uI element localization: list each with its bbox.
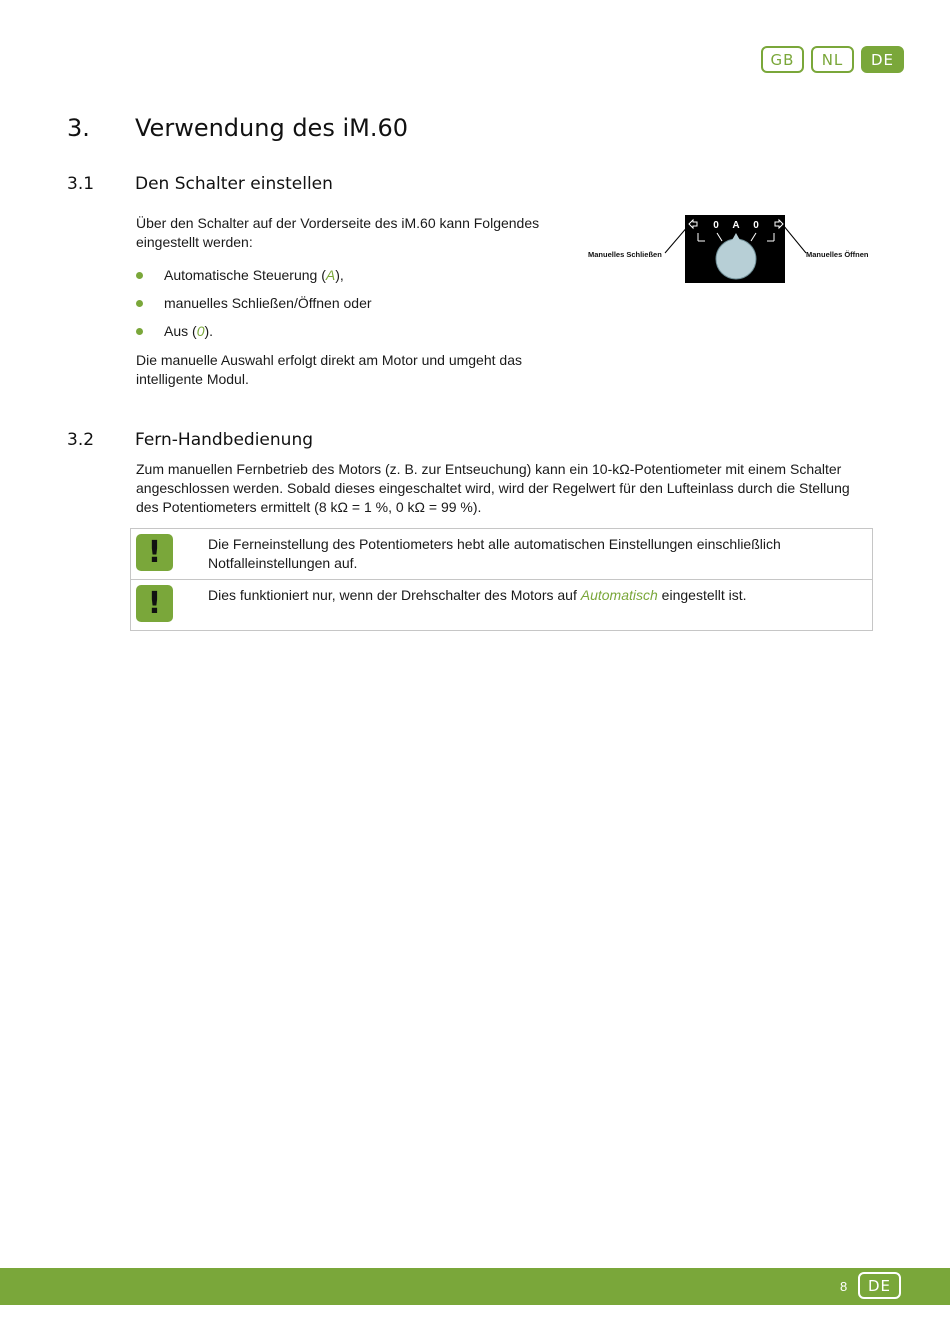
notes-table [130,528,873,631]
language-tabs [761,46,904,73]
list-item-text: Automatische Steuerung ( [164,267,326,283]
switch-options-list [136,266,556,350]
bullet-icon [136,272,143,279]
chapter-heading [67,114,408,142]
footer-language-badge: DE [858,1272,901,1299]
tab-de[interactable]: DE [861,46,904,73]
chapter-number: 3. [67,114,90,142]
section-title: Den Schalter einstellen [135,174,333,194]
position-label-off-right: 0 [753,220,759,231]
note-row [131,580,872,630]
bullet-icon [136,300,143,307]
list-item-text: Aus ( [164,323,197,339]
label-manual-open: Manuelles Öffnen [806,250,869,259]
manual-selection-paragraph: Die manuelle Auswahl erfolgt direkt am Motor und umgeht das intelligente Modul. [136,352,522,387]
bullet-icon [136,328,143,335]
intro-paragraph: Über den Schalter auf der Vorderseite des iM.60 kann Folgendes eingestellt werden: [136,215,540,250]
note-text: Die Ferneinstellung des Potentiometers hebt alle automatischen Einstellungen einschließlich Notfalleinstellungen auf. [208,536,781,571]
section-heading-3-1 [67,174,333,194]
page-number: 8 [840,1279,848,1294]
list-item-text: ). [204,323,214,339]
list-item [136,294,556,322]
tab-nl[interactable]: NL [811,46,854,73]
warning-icon: ! [136,585,173,622]
position-label-auto: A [732,220,740,231]
section-heading-3-2 [67,430,313,450]
section-number: 3.1 [67,174,95,194]
note-accent: Automatisch [580,587,658,603]
list-item [136,266,556,294]
footer-bar [0,1268,950,1305]
switch-figure [585,213,875,288]
remote-operation-paragraph: Zum manuellen Fernbetrieb des Motors (z. B. zur Entseuchung) kann ein 10-kΩ-Potentiometer mit einem Schalter angeschlossen werden. Sobald dieses eingeschaltet wird, wird der Regelwert für den Lufteinlass durch die Stellung des Potentiometers ermittelt (8 kΩ = 1 %, 0 kΩ = 99 %). [136,461,850,515]
chapter-title: Verwendung des iM.60 [135,114,408,142]
section-title: Fern-Handbedienung [135,430,314,450]
list-item-accent: 0 [196,323,205,339]
list-item-text: manuelles Schließen/Öffnen oder [164,295,372,311]
note-text: Dies funktioniert nur, wenn der Drehschalter des Motors auf Automatisch eingestellt ist. [208,587,747,603]
position-label-off-left: 0 [713,220,719,231]
list-item [136,322,556,350]
list-item-accent: A [325,267,336,283]
warning-icon: ! [136,534,173,571]
list-item-text: ), [335,267,344,283]
tab-gb[interactable]: GB [761,46,804,73]
note-row [131,529,872,580]
section-number: 3.2 [67,430,95,450]
label-manual-close: Manuelles Schließen [588,250,662,259]
